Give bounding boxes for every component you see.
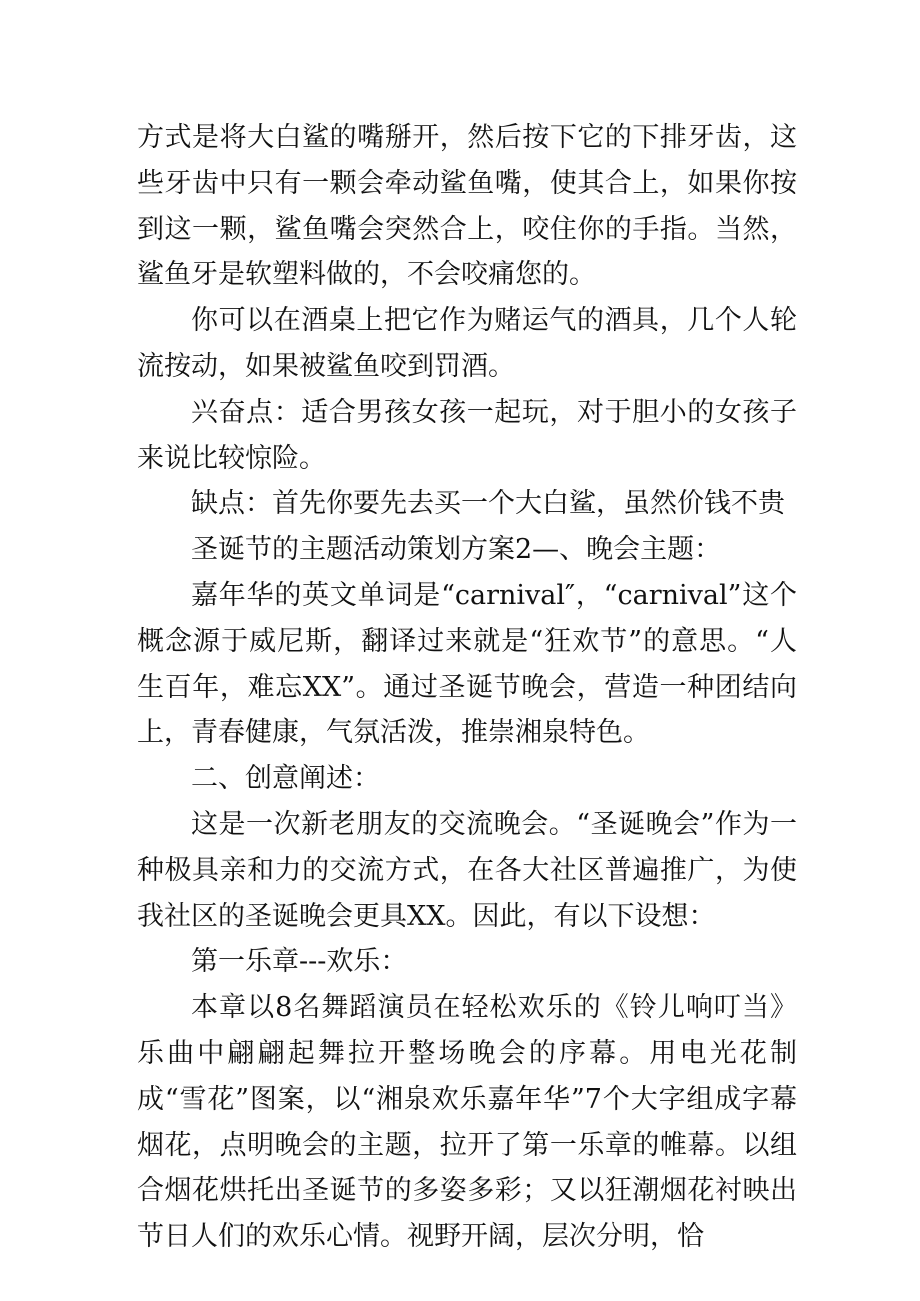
paragraph-2: 你可以在酒桌上把它作为赌运气的酒具，几个人轮流按动，如果被鲨鱼咬到罚酒。	[137, 305, 797, 382]
section-heading-creative: 二、创意阐述：	[191, 763, 380, 795]
paragraph-4: 缺点：首先你要先去买一个大白鲨，虽然价钱不贵	[191, 488, 785, 520]
section-heading-theme: 圣诞节的主题活动策划方案2—、晚会主题：	[191, 534, 722, 566]
paragraph-movement-one: 本章以8名舞蹈演员在轻松欢乐的《铃儿响叮当》乐曲中翩翩起舞拉开整场晚会的序幕。用电光花制成“雪花”图案，以“湘泉欢乐嘉年华”7个大字组成字幕烟花，点明晚会的主题，拉开了第一乐章的帷幕。以组合烟花烘托出圣诞节的多姿多彩；又以狂潮烟花衬映出节日人们的欢乐心情。视野开阔，层次分明，恰	[137, 992, 797, 1253]
paragraph-3: 兴奋点：适合男孩女孩一起玩，对于胆小的女孩子来说比较惊险。	[137, 396, 797, 474]
document-body	[137, 115, 797, 1260]
paragraph-1: 方式是将大白鲨的嘴掰开，然后按下它的下排牙齿，这些牙齿中只有一颗会牵动鲨鱼嘴，使其合上，如果你按到这一颗，鲨鱼嘴会突然合上，咬住你的手指。当然，鲨鱼牙是软塑料做的，不会咬痛您的。	[137, 122, 797, 291]
section-heading-movement-one: 第一乐章---欢乐：	[191, 946, 408, 978]
paragraph-exchange: 这是一次新老朋友的交流晚会。“圣诞晚会”作为一种极具亲和力的交流方式，在各大社区普遍推广，为使我社区的圣诞晚会更具XX。因此，有以下设想：	[137, 808, 797, 932]
paragraph-carnival: 嘉年华的英文单词是“carnival″，“carnival”这个概念源于威尼斯，翻译过来就是“狂欢节”的意思。“人生百年，难忘XX”。通过圣诞节晚会，营造一种团结向上，青春健康，气氛活泼，推崇湘泉特色。	[137, 579, 797, 749]
